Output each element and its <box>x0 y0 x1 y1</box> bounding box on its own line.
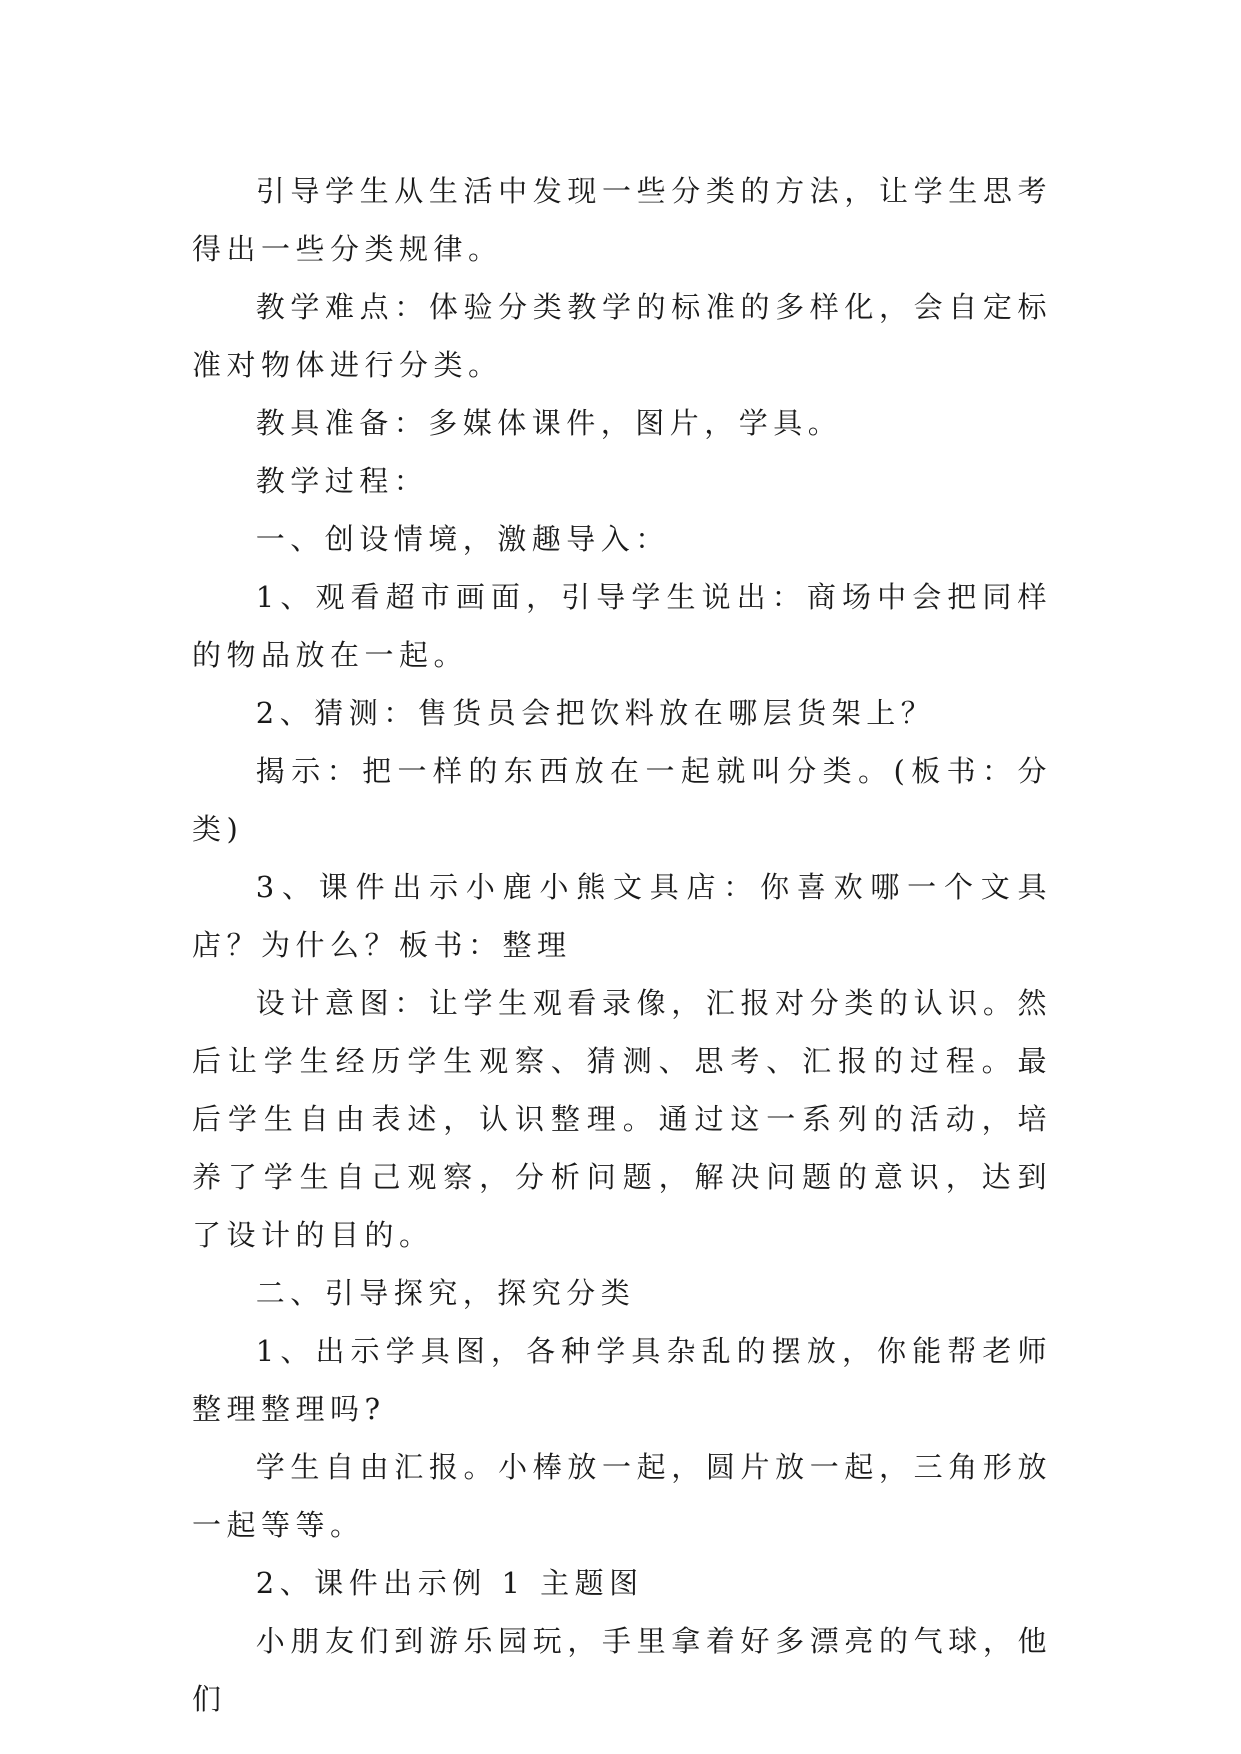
paragraph-11: 二、引导探究，探究分类 <box>255 1276 636 1310</box>
paragraph-7: 2、猜测：售货员会把饮料放在哪层货架上？ <box>255 696 936 730</box>
paragraph-9: 3、课件出示小鹿小熊文具店：你喜欢哪一个文具店？为什么？板书：整理 <box>192 870 1052 962</box>
paragraph-4: 教学过程： <box>255 464 429 498</box>
paragraph-15: 小朋友们到游乐园玩，手里拿着好多漂亮的气球，他们 <box>192 1624 1052 1716</box>
paragraph-3: 教具准备：多媒体课件，图片，学具。 <box>255 406 843 440</box>
document-body <box>192 162 1052 1728</box>
paragraph-5: 一、创设情境，激趣导入： <box>255 522 670 556</box>
paragraph-1: 引导学生从生活中发现一些分类的方法，让学生思考得出一些分类规律。 <box>192 174 1052 266</box>
paragraph-10: 设计意图：让学生观看录像，汇报对分类的认识。然后让学生经历学生观察、猜测、思考、汇报的过程。最后学生自由表述，认识整理。通过这一系列的活动，培养了学生自己观察，分析问题，解决问题的意识，达到了设计的目的。 <box>192 986 1052 1252</box>
paragraph-6: 1、观看超市画面，引导学生说出：商场中会把同样的物品放在一起。 <box>192 580 1052 672</box>
paragraph-12: 1、出示学具图，各种学具杂乱的摆放，你能帮老师整理整理吗? <box>192 1334 1052 1426</box>
paragraph-13: 学生自由汇报。小棒放一起，圆片放一起，三角形放一起等等。 <box>192 1450 1052 1542</box>
paragraph-8: 揭示：把一样的东西放在一起就叫分类。(板书：分类) <box>192 754 1052 846</box>
paragraph-2: 教学难点：体验分类教学的标准的多样化，会自定标准对物体进行分类。 <box>192 290 1052 382</box>
paragraph-14: 2、课件出示例 1 主题图 <box>255 1566 644 1600</box>
